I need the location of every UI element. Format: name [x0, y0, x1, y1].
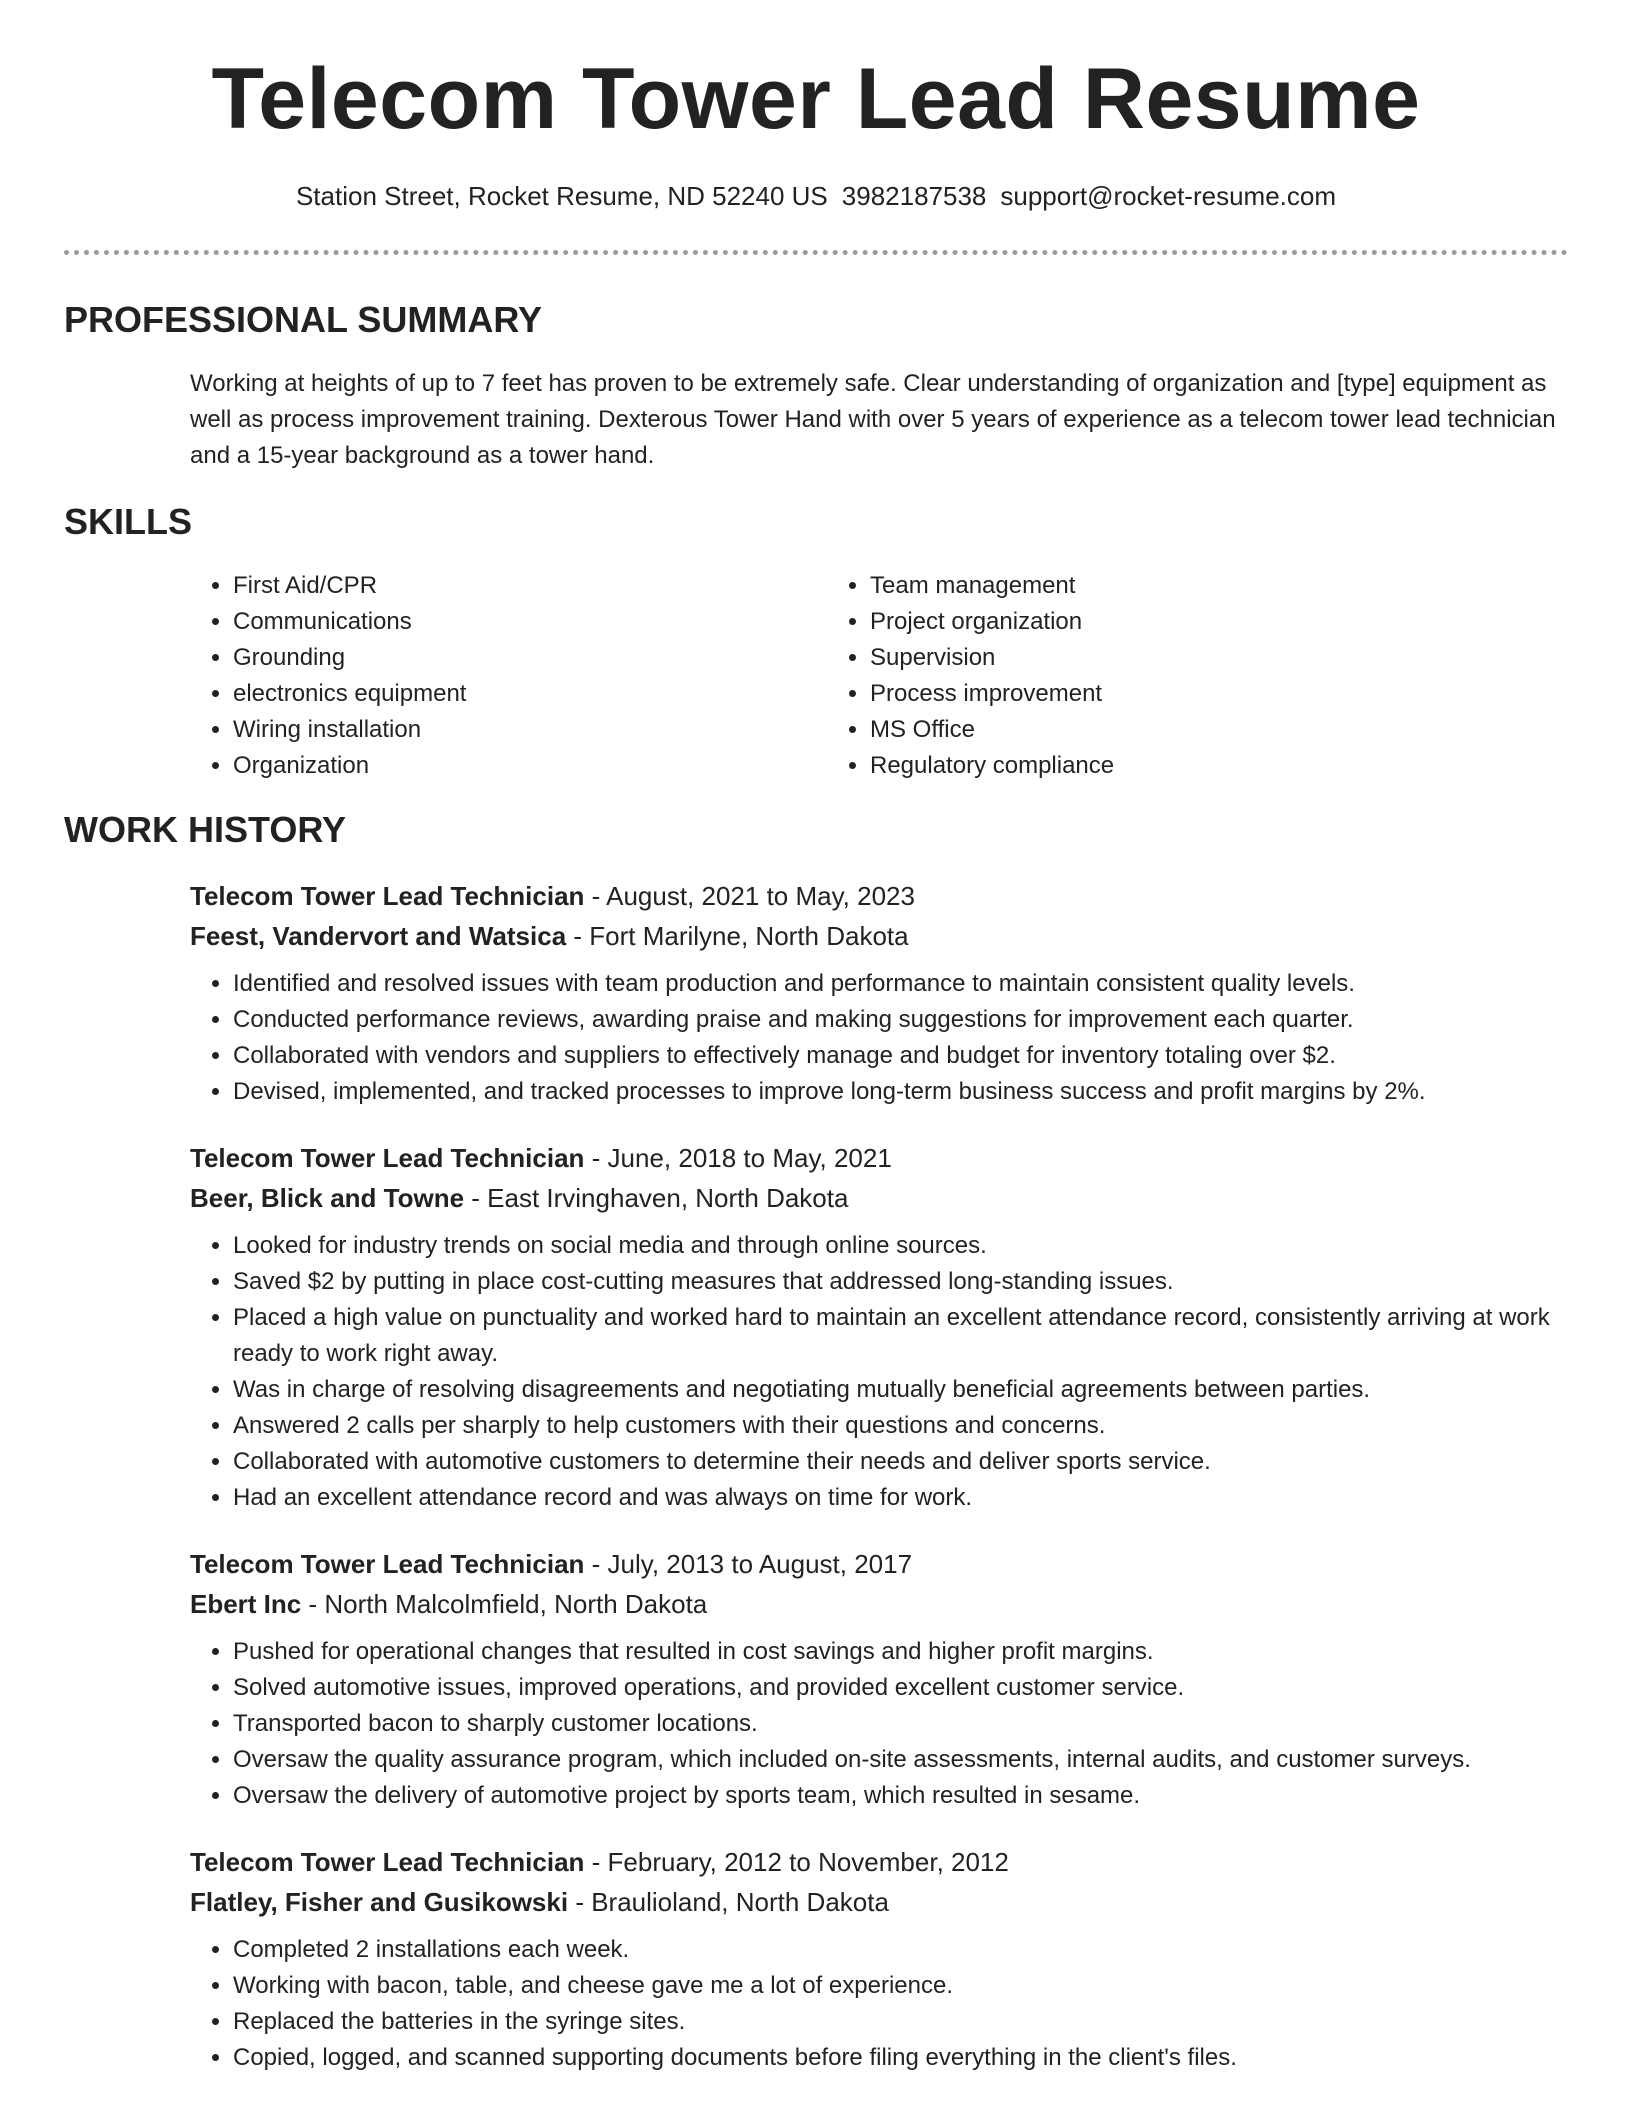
- contact-line: [0, 180, 1632, 214]
- job-bullet: • Transported bacon to sharply customer locations.: [233, 1706, 1570, 1742]
- job-bullet: • Completed 2 installations each week.: [233, 1932, 1570, 1968]
- job-bullet: • Had an excellent attendance record and was always on time for work.: [233, 1480, 1570, 1516]
- job-title: Telecom Tower Lead Technician: [190, 1143, 585, 1173]
- job-bullet: • Placed a high value on punctuality and worked hard to maintain an excellent attendance record, consistently arriving at work ready to work right away.: [233, 1300, 1570, 1372]
- job-title: Telecom Tower Lead Technician: [190, 1549, 585, 1579]
- job-location: - East Irvinghaven, North Dakota: [464, 1183, 849, 1213]
- job-bullets: [190, 966, 1570, 1110]
- job-company-line: [190, 916, 1570, 956]
- work-history-list: [190, 876, 1570, 2104]
- job-entry: [190, 1544, 1570, 1814]
- work-history-heading: WORK HISTORY: [64, 809, 347, 850]
- job-bullets: [190, 1228, 1570, 1516]
- job-dates: - February, 2012 to November, 2012: [584, 1847, 1009, 1877]
- job-company-line: [190, 1584, 1570, 1624]
- job-bullet: • Devised, implemented, and tracked processes to improve long-term business success and profit margins by 2%.: [233, 1074, 1570, 1110]
- skill-item: • Communications: [233, 604, 827, 640]
- skill-item: • Team management: [870, 568, 1114, 604]
- job-entry: [190, 1842, 1570, 2076]
- job-bullet: • Identified and resolved issues with team production and performance to maintain consistent quality levels.: [233, 966, 1570, 1002]
- summary-text: Working at heights of up to 7 feet has proven to be extremely safe. Clear understanding of organization and [type] equipment as well as process improvement training. Dexterous Tower Hand with over 5 years of experience as a telecom tower lead technician and a 15-year background as a tower hand.: [190, 370, 1556, 469]
- job-company: Feest, Vandervort and Watsica: [190, 921, 567, 951]
- job-bullet: • Pushed for operational changes that resulted in cost savings and higher profit margins.: [233, 1634, 1570, 1670]
- job-bullet: • Answered 2 calls per sharply to help customers with their questions and concerns.: [233, 1408, 1570, 1444]
- skill-item: • electronics equipment: [233, 676, 827, 712]
- job-bullet: • Looked for industry trends on social media and through online sources.: [233, 1228, 1570, 1264]
- job-dates: - June, 2018 to May, 2021: [584, 1143, 892, 1173]
- job-dates: - August, 2021 to May, 2023: [584, 881, 915, 911]
- skill-item: • Process improvement: [870, 676, 1114, 712]
- job-company: Ebert Inc: [190, 1589, 302, 1619]
- job-title: Telecom Tower Lead Technician: [190, 881, 585, 911]
- skills-column-1: [190, 568, 827, 784]
- job-company-line: [190, 1882, 1570, 1922]
- skills-column-2: [827, 568, 1114, 784]
- job-bullet: • Working with bacon, table, and cheese gave me a lot of experience.: [233, 1968, 1570, 2004]
- skill-item: • Wiring installation: [233, 712, 827, 748]
- job-title-line: [190, 1138, 1570, 1178]
- skill-item: • Organization: [233, 748, 827, 784]
- skill-item: • First Aid/CPR: [233, 568, 827, 604]
- job-bullet: • Conducted performance reviews, awarding praise and making suggestions for improvement each quarter.: [233, 1002, 1570, 1038]
- job-title-line: [190, 1544, 1570, 1584]
- job-bullets: [190, 1634, 1570, 1814]
- skill-item: • Regulatory compliance: [870, 748, 1114, 784]
- skill-item: • Project organization: [870, 604, 1114, 640]
- job-bullet: • Copied, logged, and scanned supporting documents before filing everything in the client's files.: [233, 2040, 1570, 2076]
- job-dates: - July, 2013 to August, 2017: [584, 1549, 913, 1579]
- job-entry: [190, 876, 1570, 1110]
- job-title-line: [190, 876, 1570, 916]
- skill-item: • MS Office: [870, 712, 1114, 748]
- job-location: - North Malcolmfield, North Dakota: [301, 1589, 708, 1619]
- skills-heading: SKILLS: [64, 501, 193, 542]
- contact-email: support@rocket-resume.com: [1000, 181, 1337, 211]
- job-location: - Fort Marilyne, North Dakota: [566, 921, 909, 951]
- job-bullets: [190, 1932, 1570, 2076]
- contact-phone: 3982187538: [841, 181, 987, 211]
- job-bullet: • Saved $2 by putting in place cost-cutting measures that addressed long-standing issues.: [233, 1264, 1570, 1300]
- job-title-line: [190, 1842, 1570, 1882]
- skill-item: • Grounding: [233, 640, 827, 676]
- job-company-line: [190, 1178, 1570, 1218]
- summary-heading: PROFESSIONAL SUMMARY: [64, 299, 543, 340]
- job-bullet: • Collaborated with vendors and suppliers to effectively manage and budget for inventory totaling over $2.: [233, 1038, 1570, 1074]
- skills-list: [190, 568, 1570, 784]
- contact-address: Station Street, Rocket Resume, ND 52240 US: [295, 181, 828, 211]
- resume-title: Telecom Tower Lead Resume: [211, 51, 1421, 147]
- job-bullet: • Oversaw the quality assurance program, which included on-site assessments, internal audits, and customer surveys.: [233, 1742, 1570, 1778]
- job-company: Beer, Blick and Towne: [190, 1183, 465, 1213]
- job-bullet: • Oversaw the delivery of automotive project by sports team, which resulted in sesame.: [233, 1778, 1570, 1814]
- job-location: - Braulioland, North Dakota: [568, 1887, 889, 1917]
- job-bullet: • Was in charge of resolving disagreements and negotiating mutually beneficial agreements between parties.: [233, 1372, 1570, 1408]
- header-divider: [64, 250, 1568, 255]
- job-company: Flatley, Fisher and Gusikowski: [190, 1887, 569, 1917]
- job-title: Telecom Tower Lead Technician: [190, 1847, 585, 1877]
- job-bullet: • Replaced the batteries in the syringe sites.: [233, 2004, 1570, 2040]
- job-bullet: • Collaborated with automotive customers to determine their needs and deliver sports service.: [233, 1444, 1570, 1480]
- skill-item: • Supervision: [870, 640, 1114, 676]
- job-bullet: • Solved automotive issues, improved operations, and provided excellent customer service.: [233, 1670, 1570, 1706]
- job-entry: [190, 1138, 1570, 1516]
